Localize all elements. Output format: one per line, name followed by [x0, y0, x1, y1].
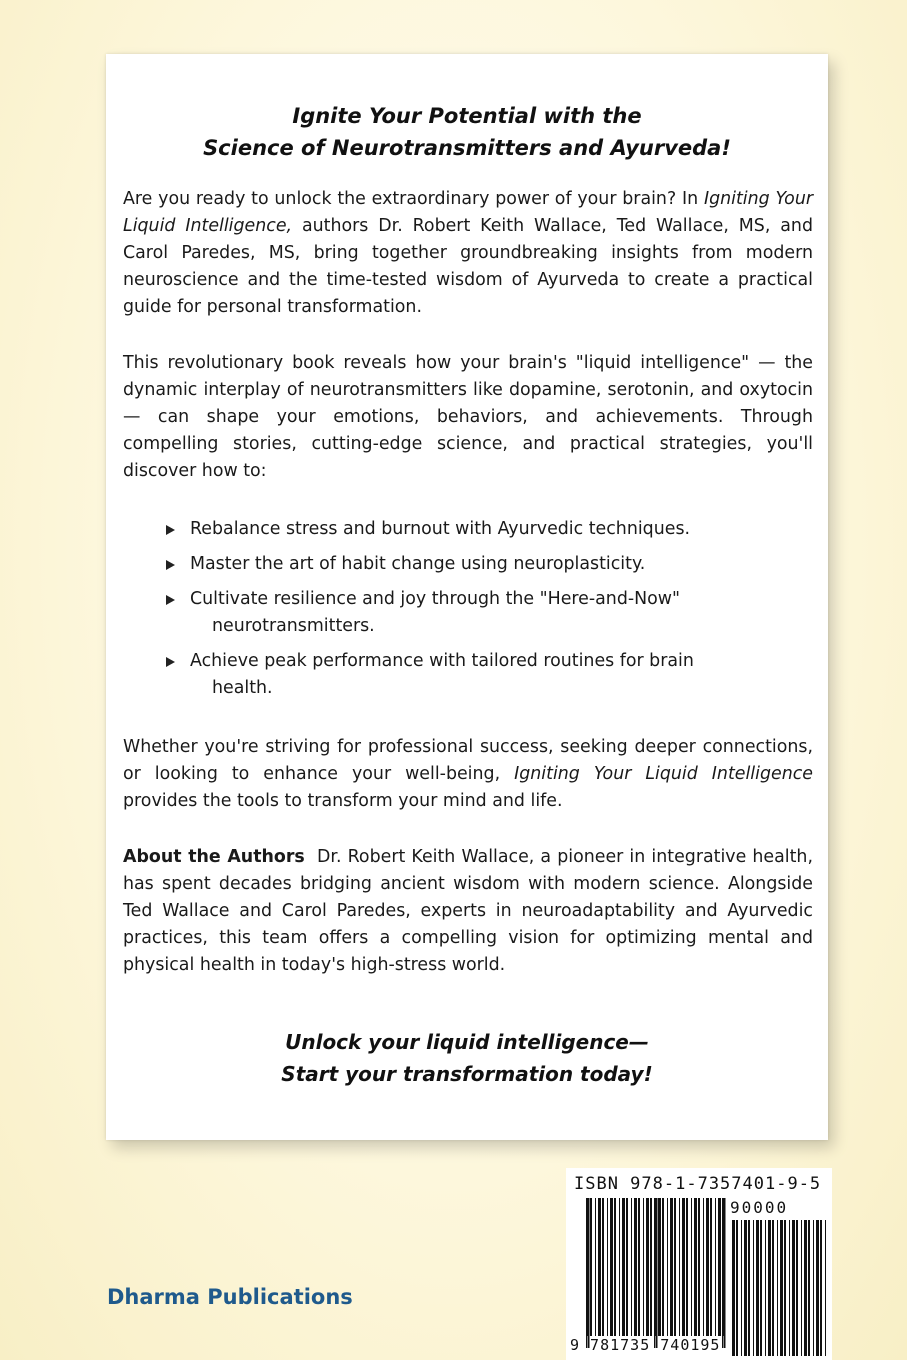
- barcode-bar: [765, 1220, 766, 1356]
- benefit-list: [166, 516, 806, 710]
- barcode-bar: [756, 1220, 759, 1356]
- barcode-bar: [619, 1198, 620, 1336]
- barcode-bar: [710, 1198, 712, 1336]
- conclusion-text-end: provides the tools to transform your mind and life.: [123, 791, 563, 811]
- barcode-bar: [610, 1198, 613, 1336]
- barcode-bar: [607, 1198, 608, 1336]
- list-item: [166, 551, 806, 578]
- barcode-bar: [602, 1198, 604, 1336]
- barcode-bar: [784, 1220, 786, 1356]
- closing-tagline: [106, 1026, 828, 1090]
- barcode-bar: [816, 1220, 819, 1356]
- barcode-bar: [801, 1220, 802, 1356]
- barcode-bar: [741, 1220, 742, 1356]
- barcode-guard-bar: [588, 1198, 590, 1348]
- list-item: [166, 648, 806, 702]
- barcode-bar: [662, 1198, 664, 1336]
- barcode-bar: [694, 1198, 697, 1336]
- barcode-bar: [796, 1220, 798, 1356]
- list-item: [166, 586, 806, 640]
- ean-digits: 9 781735 740195: [570, 1336, 721, 1354]
- description-paragraph: This revolutionary book reveals how your brain's "liquid intelligence" — the dynamic interplay of neurotransmitters like dopamine, serotonin, and oxytocin — can shape your emotions, behaviors, and achievements. Through compelling stories, cutting-edge science, and practical strategies, you'll discover how to:: [123, 353, 813, 481]
- bullet-text: Cultivate resilience and joy through the "Here-and-Now": [190, 589, 681, 609]
- intro-paragraph: [123, 186, 813, 321]
- conclusion-book-title: Igniting Your Liquid Intelligence: [514, 764, 813, 784]
- barcode-guard-bar: [724, 1198, 726, 1348]
- barcode-bar: [753, 1220, 754, 1356]
- barcode-bar: [768, 1220, 771, 1356]
- intro-text-start: Are you ready to unlock the extraordinary power of your brain? In: [123, 189, 704, 209]
- barcode-bar: [777, 1220, 778, 1356]
- barcode-bar: [622, 1198, 625, 1336]
- about-authors-text: Dr. Robert Keith Wallace, a pioneer in integrative health, has spent decades bridging ancient wisdom with modern science. Alongside Ted Wallace and Carol Paredes, experts in neuroadaptability and Ayurvedic practices, this team offers a compelling vision for optimizing mental and physical health in today's high-stress world.: [123, 847, 813, 975]
- headline-line-1: Ignite Your Potential with the: [292, 104, 642, 128]
- barcode-bar: [808, 1220, 810, 1356]
- bullet-text-continued: neurotransmitters.: [212, 616, 375, 636]
- barcode-bar: [748, 1220, 750, 1356]
- barcode-bar: [825, 1220, 826, 1356]
- barcode-bar: [679, 1198, 680, 1336]
- barcode-bar: [718, 1198, 721, 1336]
- barcode-bar: [650, 1198, 652, 1336]
- barcode-bar: [674, 1198, 676, 1336]
- barcode-bar: [590, 1198, 592, 1336]
- barcode-bar: [638, 1198, 640, 1336]
- bullet-text-continued: health.: [212, 678, 273, 698]
- headline-line-2: Science of Neurotransmitters and Ayurveda!: [203, 136, 731, 160]
- barcode-bar: [670, 1198, 673, 1336]
- barcode-bars-icon: [566, 1168, 832, 1360]
- barcode-bar: [732, 1220, 735, 1356]
- barcode-bar: [682, 1198, 685, 1336]
- closing-line-2: Start your transformation today!: [281, 1062, 653, 1086]
- barcode-bar: [715, 1198, 716, 1336]
- conclusion-paragraph: [123, 734, 813, 815]
- barcode-bar: [706, 1198, 709, 1336]
- barcode-bar: [820, 1220, 822, 1356]
- barcode-bar: [698, 1198, 700, 1336]
- barcode-bar: [813, 1220, 814, 1356]
- triangle-bullet-icon: [166, 525, 175, 535]
- isbn-barcode: [566, 1168, 832, 1360]
- intro-book-title: Igniting Your Liquid Intelligence,: [123, 189, 813, 236]
- triangle-bullet-icon: [166, 560, 175, 570]
- barcode-bar: [595, 1198, 596, 1336]
- barcode-bar: [792, 1220, 795, 1356]
- barcode-guard-bar: [656, 1198, 658, 1348]
- closing-line-1: Unlock your liquid intelligence—: [285, 1030, 649, 1054]
- bullet-text: Achieve peak performance with tailored routines for brain: [190, 651, 694, 671]
- barcode-bar: [804, 1220, 807, 1356]
- barcode-bar: [614, 1198, 616, 1336]
- barcode-bar: [634, 1198, 637, 1336]
- barcode-bar: [646, 1198, 649, 1336]
- barcode-bar: [772, 1220, 774, 1356]
- barcode-bar: [686, 1198, 688, 1336]
- barcode-guard-bar: [654, 1198, 656, 1348]
- barcode-bar: [703, 1198, 704, 1336]
- triangle-bullet-icon: [166, 657, 175, 667]
- bullet-text: Rebalance stress and burnout with Ayurvedic techniques.: [190, 519, 691, 539]
- about-authors-paragraph: [123, 844, 813, 979]
- conclusion-text-start: Whether you're striving for professional success, seeking deeper connections, or looking to enhance your well-being,: [123, 737, 813, 784]
- barcode-bar: [658, 1198, 661, 1336]
- barcode-bar: [598, 1198, 601, 1336]
- supplement-code: 90000: [730, 1198, 789, 1217]
- barcode-bar: [744, 1220, 747, 1356]
- barcode-bar: [643, 1198, 644, 1336]
- barcode-bar: [691, 1198, 692, 1336]
- triangle-bullet-icon: [166, 595, 175, 605]
- barcode-bar: [789, 1220, 790, 1356]
- barcode-bar: [626, 1198, 628, 1336]
- barcode-guard-bar: [722, 1198, 724, 1348]
- intro-text-end: authors Dr. Robert Keith Wallace, Ted Wallace, MS, and Carol Paredes, MS, bring together groundbreaking insights from modern neuroscience and the time-tested wisdom of Ayurveda to create a practical guide for personal transformation.: [123, 216, 813, 317]
- headline: [106, 100, 828, 164]
- barcode-bar: [760, 1220, 762, 1356]
- barcode-bar: [667, 1198, 668, 1336]
- barcode-bar: [736, 1220, 738, 1356]
- barcode-bar: [631, 1198, 632, 1336]
- barcode-bar: [780, 1220, 783, 1356]
- about-authors-label: About the Authors: [123, 847, 305, 867]
- list-item: [166, 516, 806, 543]
- back-cover-panel: [106, 54, 828, 1140]
- publisher-name: Dharma Publications: [107, 1285, 353, 1309]
- isbn-label: ISBN 978-1-7357401-9-5: [574, 1174, 822, 1194]
- bullet-text: Master the art of habit change using neuroplasticity.: [190, 554, 646, 574]
- barcode-guard-bar: [586, 1198, 588, 1348]
